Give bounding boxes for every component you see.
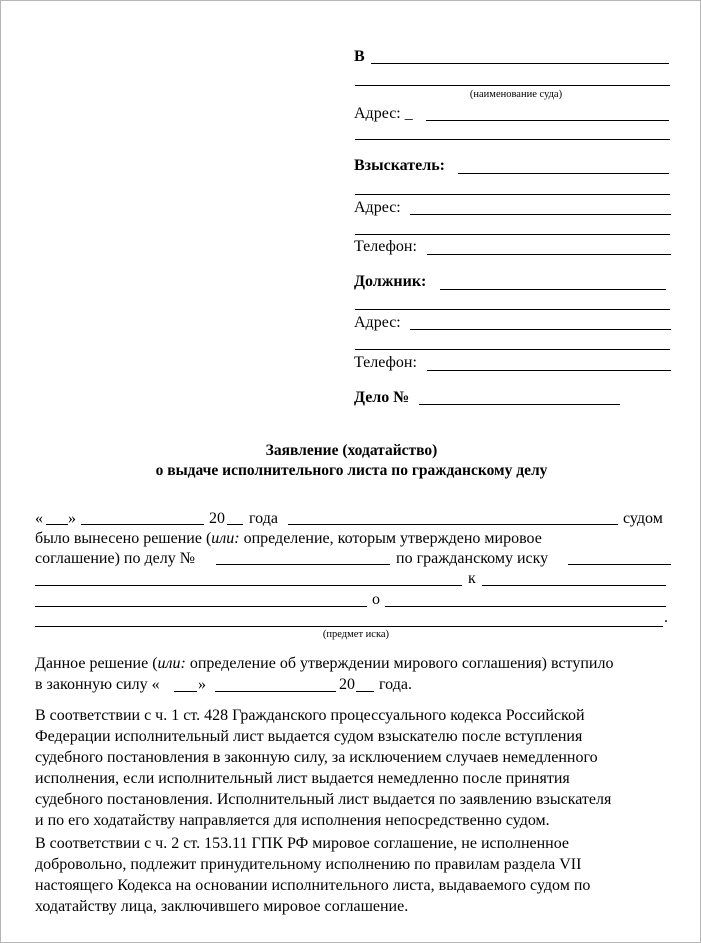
paragraph-line: В соответствии с ч. 2 ст. 153.11 ГПК РФ мировое соглашение, не исполненное [35, 835, 570, 852]
debtor-phone-field[interactable] [427, 370, 671, 371]
effective-date-line-1: Данное решение (или: определение об утверждении мирового соглашения) вступило [35, 655, 614, 672]
court-word: судом [623, 510, 663, 527]
about-word: о [372, 591, 380, 608]
debtor-field-2[interactable] [355, 309, 670, 310]
court-address-field-2[interactable] [355, 139, 670, 140]
case-number-field[interactable] [419, 404, 620, 405]
effective-quote-close: » [198, 676, 206, 693]
quote-close: » [68, 510, 76, 527]
paragraph-line: судебного постановления. Исполнительный лист выдается по заявлению взыскателя [35, 791, 612, 808]
debtor-address-label: Адрес: [354, 314, 401, 331]
paragraph-line: настоящего Кодекса на основании исполнительного листа, выдаваемого судом по [35, 877, 591, 894]
decision-month-field[interactable] [81, 524, 204, 525]
civil-claim-text: по гражданскому иску [396, 550, 549, 567]
paragraph-line: судебного постановления в законную силу, за исключением случаев немедленного [35, 749, 598, 766]
court-hint: (наименование суда) [469, 89, 563, 100]
court-prefix: В [354, 48, 365, 65]
claimant-field-2[interactable] [355, 194, 670, 195]
claimant-label: Взыскатель: [354, 157, 445, 174]
effective-date-text: в законную силу « [35, 676, 160, 693]
decision-case-number-field[interactable] [216, 564, 390, 565]
against-word: к [468, 570, 476, 587]
court-address-field[interactable] [426, 120, 669, 121]
decision-year-prefix: 20 [209, 510, 225, 527]
court-address-label: Адрес: _ [354, 105, 413, 122]
claim-subject-field-2[interactable] [35, 626, 663, 627]
paragraph-line: ходатайству лица, заключившего мировое соглашение. [35, 898, 409, 915]
decision-day-field[interactable] [46, 524, 68, 525]
claimant-field[interactable] [458, 173, 669, 174]
debtor-address-field-2[interactable] [355, 349, 670, 350]
debtor-phone-label: Телефон: [354, 354, 417, 371]
legal-paragraph-1 [35, 705, 611, 831]
plaintiff-field-2[interactable] [35, 585, 462, 586]
debtor-label: Должник: [354, 273, 427, 290]
plaintiff-field[interactable] [568, 564, 671, 565]
document-subtitle: о выдаче исполнительного листа по гражданскому делу [155, 462, 548, 479]
case-number-label: Дело № [354, 389, 410, 406]
paragraph-line: и по его ходатайству направляется для исполнения непосредственно судом. [35, 812, 550, 829]
subject-hint: (предмет иска) [322, 629, 390, 640]
claimant-phone-field[interactable] [427, 254, 671, 255]
claimant-address-field[interactable] [410, 214, 671, 215]
decision-year-suffix: года [249, 510, 278, 527]
paragraph-line: исполнения, если исполнительный лист выдается немедленно после принятия [35, 770, 570, 787]
effective-year-prefix: 20 [339, 676, 355, 693]
debtor-field[interactable] [440, 289, 666, 290]
claim-subject-field[interactable] [385, 606, 666, 607]
decision-court-field[interactable] [288, 524, 618, 525]
document-title: Заявление (ходатайство) [265, 442, 438, 459]
quote-open: « [35, 510, 43, 527]
effective-day-field[interactable] [174, 691, 197, 692]
effective-year-field[interactable] [356, 691, 374, 692]
paragraph-line: добровольно, подлежит принудительному исполнению по правилам раздела VII [35, 856, 582, 873]
defendant-field[interactable] [482, 585, 666, 586]
defendant-field-2[interactable] [35, 606, 367, 607]
court-name-field-2[interactable] [355, 85, 670, 86]
claimant-address-field-2[interactable] [355, 234, 670, 235]
legal-paragraph-2 [35, 833, 590, 917]
effective-year-suffix: года. [379, 676, 412, 693]
paragraph-line: В соответствии с ч. 1 ст. 428 Гражданского процессуального кодекса Российской [35, 707, 585, 724]
effective-month-field[interactable] [215, 691, 336, 692]
line-end-dot: . [664, 609, 668, 626]
decision-year-field[interactable] [227, 524, 243, 525]
decision-line-2: было вынесено решение (или: определение, которым утверждено мировое [35, 530, 542, 547]
claimant-phone-label: Телефон: [354, 238, 417, 255]
debtor-address-field[interactable] [410, 329, 671, 330]
court-name-field[interactable] [371, 63, 669, 64]
case-no-text: соглашение) по делу № [35, 550, 195, 567]
claimant-address-label: Адрес: [354, 199, 401, 216]
paragraph-line: Федерации исполнительный лист выдается судом взыскателю после вступления [35, 728, 583, 745]
